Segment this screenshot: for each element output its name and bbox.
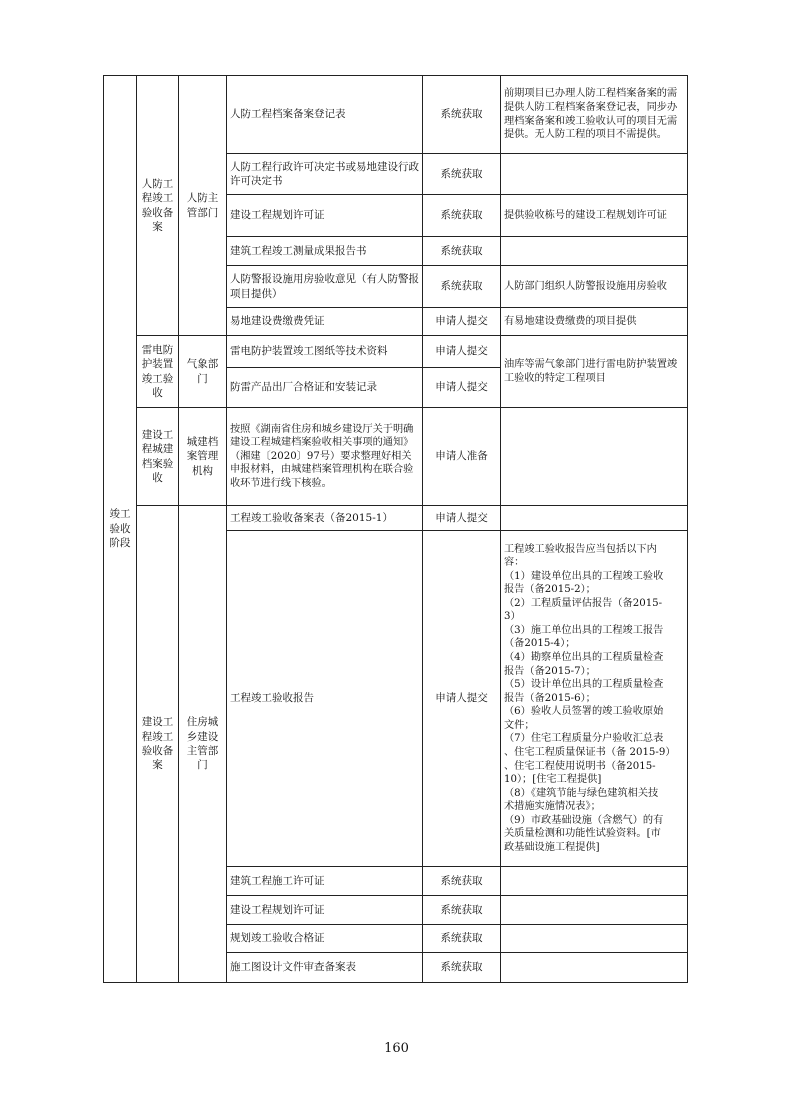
item-cell: 建筑工程竣工测量成果报告书 — [227, 237, 423, 266]
note-cell — [501, 408, 688, 506]
source-cell: 系统获取 — [423, 195, 501, 237]
item-cell: 施工图设计文件审查备案表 — [227, 953, 423, 983]
note-line: 报告（备2015-2）； — [504, 584, 596, 596]
source-cell: 系统获取 — [423, 76, 501, 154]
department-cell: 人防主管部门 — [179, 76, 227, 336]
note-line: （4）勘察单位出具的工程质量检查 — [504, 652, 664, 664]
note-cell: 人防部门组织人防警报设施用房验收 — [501, 266, 688, 308]
note-line: 术措施实施情况表》； — [504, 801, 601, 813]
note-cell: 前期项目已办理人防工程档案备案的需提供人防工程档案备案登记表，同步办理档案备案和竣工验收认可的项目无需提供。无人防工程的项目不需提供。 — [501, 76, 688, 154]
note-line: （8）《建筑节能与绿色建筑相关技 — [504, 787, 659, 799]
category-cell: 人防工程竣工验收备案 — [137, 76, 179, 336]
source-cell: 系统获取 — [423, 154, 501, 195]
item-cell: 易地建设费缴费凭证 — [227, 308, 423, 336]
table-row — [104, 506, 688, 531]
note-line: 3） — [504, 611, 521, 623]
source-cell: 申请人提交 — [423, 531, 501, 867]
category-cell: 建设工程城建档案验收 — [137, 408, 179, 506]
note-line: （3）施工单位出具的工程竣工报告 — [504, 624, 664, 636]
document-table — [103, 75, 688, 983]
item-cell: 防雷产品出厂合格证和安装记录 — [227, 368, 423, 408]
note-cell: 油库等需气象部门进行雷电防护装置竣工验收的特定工程项目 — [501, 336, 688, 408]
table-row — [104, 408, 688, 506]
item-cell: 按照《湖南省住房和城乡建设厅关于明确建设工程城建档案验收相关事项的通知》（湘建〔2020〕97号）要求整理好相关申报材料，由城建档案管理机构在联合验收环节进行线下核验。 — [227, 408, 423, 506]
note-line: 文件； — [504, 719, 535, 731]
item-cell: 工程竣工验收报告 — [227, 531, 423, 867]
source-cell: 系统获取 — [423, 867, 501, 896]
note-line: 工程竣工验收报告应当包括以下内 — [504, 543, 657, 555]
department-cell: 气象部门 — [179, 336, 227, 408]
item-cell: 建设工程规划许可证 — [227, 195, 423, 237]
item-cell: 规划竣工验收合格证 — [227, 925, 423, 953]
source-cell: 申请人提交 — [423, 336, 501, 368]
category-cell: 雷电防护装置竣工验收 — [137, 336, 179, 408]
department-cell: 城建档案管理机构 — [179, 408, 227, 506]
table-row — [104, 336, 688, 368]
note-line: （5）设计单位出具的工程质量检查 — [504, 679, 664, 691]
note-cell: 有易地建设费缴费的项目提供 — [501, 308, 688, 336]
item-cell: 建筑工程施工许可证 — [227, 867, 423, 896]
source-cell: 申请人提交 — [423, 506, 501, 531]
department-cell: 住房城乡建设主管部门 — [179, 506, 227, 983]
stage-cell: 竣工验收阶段 — [104, 76, 137, 983]
note-line: （7）住宅工程质量分户验收汇总表 — [504, 733, 664, 745]
item-cell: 工程竣工验收备案表（备2015-1） — [227, 506, 423, 531]
note-line: 关质量检测和功能性试验资料。[市 — [504, 828, 661, 840]
source-cell: 申请人准备 — [423, 408, 501, 506]
source-cell: 系统获取 — [423, 953, 501, 983]
note-cell — [501, 896, 688, 925]
item-cell: 人防警报设施用房验收意见（有人防警报项目提供） — [227, 266, 423, 308]
note-line: （2）工程质量评估报告（备2015- — [504, 597, 663, 609]
note-line: （1）建设单位出具的工程竣工验收 — [504, 570, 664, 582]
note-cell — [501, 154, 688, 195]
item-cell: 建设工程规划许可证 — [227, 896, 423, 925]
source-cell: 申请人提交 — [423, 368, 501, 408]
note-line: 、住宅工程使用说明书（备2015- — [504, 760, 656, 772]
note-cell — [501, 925, 688, 953]
item-cell: 雷电防护装置竣工图纸等技术资料 — [227, 336, 423, 368]
source-cell: 系统获取 — [423, 266, 501, 308]
note-line: 、住宅工程质量保证书（备 2015-9） — [504, 746, 676, 758]
note-line: 报告（备2015-6）； — [504, 692, 596, 704]
note-cell — [501, 506, 688, 531]
note-line: 政基础设施工程提供] — [504, 841, 600, 853]
note-cell — [501, 867, 688, 896]
note-line: 报告（备2015-7）； — [504, 665, 596, 677]
note-cell — [501, 237, 688, 266]
item-cell: 人防工程档案备案登记表 — [227, 76, 423, 154]
note-line: 容： — [504, 557, 525, 569]
note-cell — [501, 953, 688, 983]
source-cell: 系统获取 — [423, 896, 501, 925]
source-cell: 申请人提交 — [423, 308, 501, 336]
note-cell — [501, 531, 688, 867]
note-line: （备2015-4）； — [504, 638, 576, 650]
item-cell: 人防工程行政许可决定书或易地建设行政许可决定书 — [227, 154, 423, 195]
note-cell: 提供验收栋号的建设工程规划许可证 — [501, 195, 688, 237]
source-cell: 系统获取 — [423, 925, 501, 953]
table-row — [104, 76, 688, 154]
page-number: 160 — [384, 1041, 409, 1056]
note-line: 10）；[住宅工程提供] — [504, 774, 602, 786]
note-line: （6）验收人员签署的竣工验收原始 — [504, 706, 664, 718]
category-cell: 建设工程竣工验收备案 — [137, 506, 179, 983]
note-line: （9）市政基础设施（含燃气）的有 — [504, 814, 664, 826]
source-cell: 系统获取 — [423, 237, 501, 266]
